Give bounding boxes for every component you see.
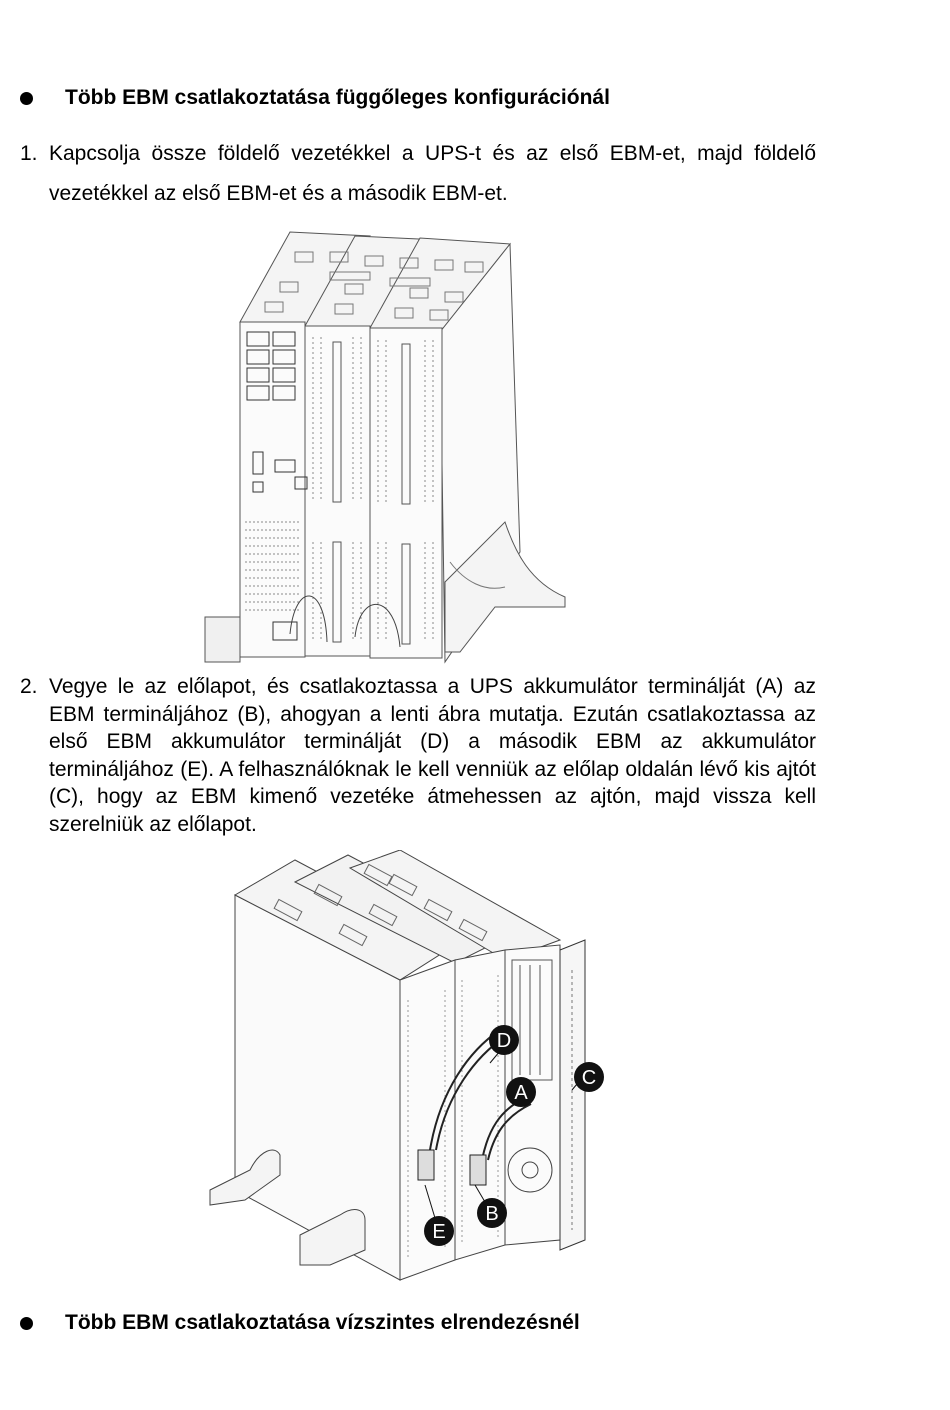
callout-e: [424, 1216, 454, 1246]
step-text: Vegye le az előlapot, és csatlakoztassa a UPS akkumulátor terminálját (A) az EBM termináljához (B), ahogyan a lenti ábra mutatja. Ezután csatlakoztassa az első EBM akkumulátor terminálját (D) a második EBM az akkumulátor termináljához (E). A felhasználóknak le kell venniük az előlap oldalán lévő kis ajtót (C), hogy az EBM kimenő vezetéke átmehessen az ajtón, majd vissza kell szerelniük az előlapot.: [49, 675, 816, 836]
callout-d: [489, 1025, 519, 1055]
step-1: [20, 134, 816, 214]
vertical-configuration-front-figure: [200, 850, 615, 1285]
svg-text:D: D: [496, 1030, 512, 1052]
vertical-configuration-rear-figure: [195, 222, 585, 667]
section-heading-text: Több EBM csatlakoztatása vízszintes elrendezésnél: [65, 1311, 580, 1334]
bullet-icon: [20, 1317, 33, 1330]
callout-a: [506, 1077, 536, 1107]
step-2: [20, 673, 816, 838]
step-number: 2.: [20, 675, 38, 698]
bullet-icon: [20, 92, 33, 105]
svg-text:C: C: [581, 1067, 597, 1089]
step-number: 1.: [20, 142, 38, 165]
svg-text:E: E: [432, 1221, 446, 1243]
step-text: Kapcsolja össze földelő vezetékkel a UPS-t és az első EBM-et, majd földelő vezetékkel az első EBM-et és a második EBM-et.: [49, 142, 816, 205]
section-heading-horizontal: [20, 1311, 580, 1335]
section-heading-vertical: [20, 86, 610, 110]
section-heading-text: Több EBM csatlakoztatása függőleges konfigurációnál: [65, 86, 610, 109]
callout-c: [574, 1062, 604, 1092]
svg-text:A: A: [514, 1082, 528, 1104]
svg-text:B: B: [485, 1203, 499, 1225]
callout-b: [477, 1198, 507, 1228]
